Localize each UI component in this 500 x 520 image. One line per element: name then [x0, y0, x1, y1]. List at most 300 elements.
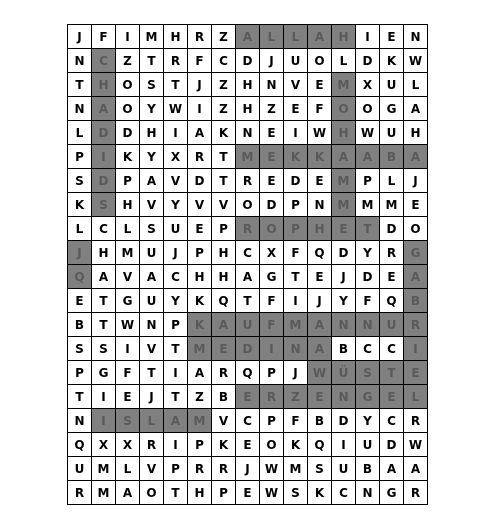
grid-cell[interactable]: Y [140, 145, 164, 169]
grid-cell[interactable]: M [188, 409, 212, 433]
grid-cell[interactable]: E [188, 217, 212, 241]
grid-cell[interactable]: D [332, 409, 356, 433]
grid-cell[interactable]: G [380, 481, 404, 505]
grid-cell[interactable]: Q [68, 433, 92, 457]
grid-cell[interactable]: L [116, 457, 140, 481]
grid-cell[interactable]: A [308, 313, 332, 337]
grid-cell[interactable]: Q [308, 433, 332, 457]
grid-cell[interactable]: P [188, 241, 212, 265]
grid-cell[interactable]: E [380, 385, 404, 409]
grid-cell[interactable]: U [380, 313, 404, 337]
grid-cell[interactable]: H [188, 265, 212, 289]
grid-cell[interactable]: D [236, 49, 260, 73]
grid-cell[interactable]: O [260, 433, 284, 457]
grid-cell[interactable]: D [380, 217, 404, 241]
grid-cell[interactable]: Z [212, 73, 236, 97]
grid-cell[interactable]: L [260, 25, 284, 49]
grid-cell[interactable]: X [164, 145, 188, 169]
grid-cell[interactable]: A [92, 265, 116, 289]
grid-cell[interactable]: I [92, 385, 116, 409]
grid-cell[interactable]: H [332, 25, 356, 49]
grid-cell[interactable]: L [68, 121, 92, 145]
grid-cell[interactable]: A [404, 457, 428, 481]
grid-cell[interactable]: L [68, 217, 92, 241]
grid-cell[interactable]: J [68, 241, 92, 265]
grid-cell[interactable]: O [332, 97, 356, 121]
grid-cell[interactable]: E [308, 73, 332, 97]
grid-cell[interactable]: M [380, 193, 404, 217]
grid-cell[interactable]: D [356, 49, 380, 73]
grid-cell[interactable]: F [284, 241, 308, 265]
grid-cell[interactable]: N [332, 313, 356, 337]
grid-cell[interactable]: A [92, 97, 116, 121]
grid-cell[interactable]: G [404, 241, 428, 265]
grid-cell[interactable]: L [332, 49, 356, 73]
grid-cell[interactable]: M [188, 337, 212, 361]
grid-cell[interactable]: O [356, 97, 380, 121]
grid-cell[interactable]: K [68, 193, 92, 217]
grid-cell[interactable]: N [356, 313, 380, 337]
grid-cell[interactable]: C [164, 265, 188, 289]
grid-cell[interactable]: N [68, 409, 92, 433]
grid-cell[interactable]: P [188, 433, 212, 457]
grid-cell[interactable]: V [140, 457, 164, 481]
grid-cell[interactable]: W [404, 49, 428, 73]
grid-cell[interactable]: E [236, 433, 260, 457]
grid-cell[interactable]: O [308, 49, 332, 73]
grid-cell[interactable]: Q [380, 289, 404, 313]
grid-cell[interactable]: V [212, 409, 236, 433]
grid-cell[interactable]: R [188, 457, 212, 481]
grid-cell[interactable]: O [116, 73, 140, 97]
grid-cell[interactable]: J [188, 73, 212, 97]
grid-cell[interactable]: K [188, 313, 212, 337]
grid-cell[interactable]: Q [68, 265, 92, 289]
grid-cell[interactable]: T [164, 73, 188, 97]
grid-cell[interactable]: J [308, 289, 332, 313]
grid-cell[interactable]: L [140, 409, 164, 433]
grid-cell[interactable]: M [332, 169, 356, 193]
grid-cell[interactable]: I [92, 145, 116, 169]
grid-cell[interactable]: Y [356, 409, 380, 433]
grid-cell[interactable]: P [260, 409, 284, 433]
grid-cell[interactable]: F [284, 409, 308, 433]
grid-cell[interactable]: A [308, 25, 332, 49]
grid-cell[interactable]: W [356, 121, 380, 145]
grid-cell[interactable]: C [380, 409, 404, 433]
grid-cell[interactable]: S [92, 193, 116, 217]
grid-cell[interactable]: D [236, 337, 260, 361]
grid-cell[interactable]: D [188, 169, 212, 193]
grid-cell[interactable]: H [92, 73, 116, 97]
grid-cell[interactable]: C [92, 217, 116, 241]
grid-cell[interactable]: N [308, 193, 332, 217]
grid-cell[interactable]: E [308, 385, 332, 409]
grid-cell[interactable]: U [284, 49, 308, 73]
grid-cell[interactable]: W [308, 121, 332, 145]
grid-cell[interactable]: J [404, 169, 428, 193]
grid-cell[interactable]: M [140, 25, 164, 49]
grid-cell[interactable]: F [92, 25, 116, 49]
grid-cell[interactable]: F [308, 97, 332, 121]
grid-cell[interactable]: I [356, 25, 380, 49]
grid-cell[interactable]: A [404, 145, 428, 169]
grid-cell[interactable]: U [356, 433, 380, 457]
grid-cell[interactable]: W [260, 481, 284, 505]
grid-cell[interactable]: K [116, 145, 140, 169]
grid-cell[interactable]: U [380, 121, 404, 145]
grid-cell[interactable]: R [236, 169, 260, 193]
grid-cell[interactable]: T [140, 361, 164, 385]
grid-cell[interactable]: E [404, 193, 428, 217]
grid-cell[interactable]: P [284, 193, 308, 217]
grid-cell[interactable]: L [380, 169, 404, 193]
grid-cell[interactable]: G [356, 385, 380, 409]
grid-cell[interactable]: M [332, 73, 356, 97]
grid-cell[interactable]: E [236, 385, 260, 409]
grid-cell[interactable]: R [188, 25, 212, 49]
grid-cell[interactable]: I [284, 121, 308, 145]
grid-cell[interactable]: R [260, 385, 284, 409]
grid-cell[interactable]: E [284, 97, 308, 121]
grid-cell[interactable]: A [356, 145, 380, 169]
grid-cell[interactable]: J [164, 241, 188, 265]
grid-cell[interactable]: I [92, 409, 116, 433]
grid-cell[interactable]: R [164, 49, 188, 73]
grid-cell[interactable]: I [164, 433, 188, 457]
grid-cell[interactable]: D [380, 433, 404, 457]
grid-cell[interactable]: Z [260, 97, 284, 121]
grid-cell[interactable]: A [404, 265, 428, 289]
grid-cell[interactable]: M [116, 241, 140, 265]
grid-cell[interactable]: E [260, 121, 284, 145]
grid-cell[interactable]: Z [212, 25, 236, 49]
grid-cell[interactable]: D [92, 169, 116, 193]
grid-cell[interactable]: A [140, 265, 164, 289]
grid-cell[interactable]: X [356, 73, 380, 97]
grid-cell[interactable]: V [140, 193, 164, 217]
grid-cell[interactable]: D [260, 193, 284, 217]
grid-cell[interactable]: V [116, 265, 140, 289]
grid-cell[interactable]: R [404, 313, 428, 337]
grid-cell[interactable]: S [140, 217, 164, 241]
grid-cell[interactable]: M [236, 145, 260, 169]
grid-cell[interactable]: G [260, 265, 284, 289]
grid-cell[interactable]: R [188, 145, 212, 169]
grid-cell[interactable]: E [68, 289, 92, 313]
grid-cell[interactable]: K [308, 145, 332, 169]
grid-cell[interactable]: N [140, 313, 164, 337]
grid-cell[interactable]: R [236, 217, 260, 241]
grid-cell[interactable]: Z [284, 385, 308, 409]
grid-cell[interactable]: P [260, 361, 284, 385]
grid-cell[interactable]: G [116, 289, 140, 313]
grid-cell[interactable]: S [116, 409, 140, 433]
grid-cell[interactable]: P [212, 481, 236, 505]
grid-cell[interactable]: T [164, 481, 188, 505]
grid-cell[interactable]: J [284, 361, 308, 385]
grid-cell[interactable]: L [116, 217, 140, 241]
grid-cell[interactable]: S [284, 481, 308, 505]
grid-cell[interactable]: E [404, 361, 428, 385]
grid-cell[interactable]: U [332, 457, 356, 481]
grid-cell[interactable]: T [92, 313, 116, 337]
grid-cell[interactable]: J [332, 265, 356, 289]
grid-cell[interactable]: Q [212, 289, 236, 313]
grid-cell[interactable]: X [116, 433, 140, 457]
grid-cell[interactable]: U [380, 73, 404, 97]
grid-cell[interactable]: A [380, 457, 404, 481]
grid-cell[interactable]: B [332, 337, 356, 361]
grid-cell[interactable]: Z [188, 385, 212, 409]
grid-cell[interactable]: N [356, 481, 380, 505]
grid-cell[interactable]: M [332, 193, 356, 217]
grid-cell[interactable]: Q [236, 361, 260, 385]
grid-cell[interactable]: T [164, 385, 188, 409]
grid-cell[interactable]: J [236, 457, 260, 481]
grid-cell[interactable]: U [140, 289, 164, 313]
grid-cell[interactable]: H [164, 25, 188, 49]
grid-cell[interactable]: P [68, 361, 92, 385]
grid-cell[interactable]: E [380, 265, 404, 289]
grid-cell[interactable]: S [356, 361, 380, 385]
grid-cell[interactable]: C [92, 49, 116, 73]
grid-cell[interactable]: H [308, 217, 332, 241]
grid-cell[interactable]: C [236, 241, 260, 265]
grid-cell[interactable]: F [260, 289, 284, 313]
grid-cell[interactable]: N [404, 25, 428, 49]
grid-cell[interactable]: C [380, 337, 404, 361]
grid-cell[interactable]: P [164, 313, 188, 337]
grid-cell[interactable]: O [236, 193, 260, 217]
grid-cell[interactable]: Z [212, 97, 236, 121]
grid-cell[interactable]: H [236, 73, 260, 97]
grid-cell[interactable]: P [284, 217, 308, 241]
grid-cell[interactable]: U [236, 313, 260, 337]
grid-cell[interactable]: V [140, 337, 164, 361]
grid-cell[interactable]: Z [116, 49, 140, 73]
grid-cell[interactable]: H [212, 241, 236, 265]
grid-cell[interactable]: B [380, 145, 404, 169]
grid-cell[interactable]: Y [356, 241, 380, 265]
grid-cell[interactable]: F [116, 361, 140, 385]
grid-cell[interactable]: A [212, 313, 236, 337]
grid-cell[interactable]: D [332, 241, 356, 265]
grid-cell[interactable]: B [404, 289, 428, 313]
grid-cell[interactable]: T [92, 289, 116, 313]
grid-cell[interactable]: H [188, 481, 212, 505]
grid-cell[interactable]: D [116, 121, 140, 145]
grid-cell[interactable]: N [68, 97, 92, 121]
grid-cell[interactable]: N [284, 337, 308, 361]
grid-cell[interactable]: T [212, 145, 236, 169]
grid-cell[interactable]: B [68, 313, 92, 337]
grid-cell[interactable]: L [284, 25, 308, 49]
grid-cell[interactable]: B [212, 385, 236, 409]
grid-cell[interactable]: E [332, 217, 356, 241]
grid-cell[interactable]: T [356, 217, 380, 241]
grid-cell[interactable]: M [284, 313, 308, 337]
grid-cell[interactable]: H [332, 121, 356, 145]
grid-cell[interactable]: R [212, 361, 236, 385]
grid-cell[interactable]: S [308, 457, 332, 481]
grid-cell[interactable]: Y [140, 97, 164, 121]
grid-cell[interactable]: L [404, 73, 428, 97]
grid-cell[interactable]: K [380, 49, 404, 73]
grid-cell[interactable]: M [356, 193, 380, 217]
grid-cell[interactable]: F [260, 313, 284, 337]
grid-cell[interactable]: D [356, 265, 380, 289]
grid-cell[interactable]: O [140, 481, 164, 505]
grid-cell[interactable]: A [164, 409, 188, 433]
grid-cell[interactable]: N [332, 385, 356, 409]
grid-cell[interactable]: M [284, 457, 308, 481]
grid-cell[interactable]: H [140, 121, 164, 145]
grid-cell[interactable]: F [356, 289, 380, 313]
grid-cell[interactable]: T [164, 337, 188, 361]
grid-cell[interactable]: Q [308, 241, 332, 265]
grid-cell[interactable]: E [116, 385, 140, 409]
grid-cell[interactable]: A [404, 97, 428, 121]
grid-cell[interactable]: R [404, 481, 428, 505]
grid-cell[interactable]: U [164, 217, 188, 241]
grid-cell[interactable]: P [68, 145, 92, 169]
grid-cell[interactable]: K [284, 145, 308, 169]
grid-cell[interactable]: K [188, 289, 212, 313]
grid-cell[interactable]: V [212, 193, 236, 217]
grid-cell[interactable]: H [92, 241, 116, 265]
grid-cell[interactable]: A [188, 121, 212, 145]
grid-cell[interactable]: N [260, 73, 284, 97]
grid-cell[interactable]: T [140, 49, 164, 73]
grid-cell[interactable]: S [140, 73, 164, 97]
grid-cell[interactable]: P [116, 169, 140, 193]
grid-cell[interactable]: H [404, 121, 428, 145]
grid-cell[interactable]: I [260, 337, 284, 361]
grid-cell[interactable]: U [68, 457, 92, 481]
grid-cell[interactable]: Ü [332, 361, 356, 385]
grid-cell[interactable]: A [236, 25, 260, 49]
grid-cell[interactable]: E [236, 481, 260, 505]
grid-cell[interactable]: O [404, 217, 428, 241]
grid-cell[interactable]: B [308, 409, 332, 433]
grid-cell[interactable]: B [356, 457, 380, 481]
grid-cell[interactable]: G [92, 361, 116, 385]
grid-cell[interactable]: I [332, 433, 356, 457]
grid-cell[interactable]: Y [164, 193, 188, 217]
grid-cell[interactable]: E [380, 25, 404, 49]
grid-cell[interactable]: F [188, 49, 212, 73]
grid-cell[interactable]: E [260, 169, 284, 193]
grid-cell[interactable]: I [116, 25, 140, 49]
grid-cell[interactable]: A [116, 481, 140, 505]
grid-cell[interactable]: A [140, 169, 164, 193]
grid-cell[interactable]: A [308, 337, 332, 361]
grid-cell[interactable]: J [68, 25, 92, 49]
grid-cell[interactable]: I [164, 121, 188, 145]
grid-cell[interactable]: E [308, 169, 332, 193]
grid-cell[interactable]: R [68, 481, 92, 505]
grid-cell[interactable]: S [68, 337, 92, 361]
grid-cell[interactable]: E [308, 265, 332, 289]
grid-cell[interactable]: W [404, 433, 428, 457]
grid-cell[interactable]: P [164, 457, 188, 481]
grid-cell[interactable]: I [164, 361, 188, 385]
grid-cell[interactable]: H [236, 97, 260, 121]
grid-cell[interactable]: O [260, 217, 284, 241]
grid-cell[interactable]: Y [332, 289, 356, 313]
grid-cell[interactable]: P [356, 169, 380, 193]
grid-cell[interactable]: E [260, 145, 284, 169]
grid-cell[interactable]: C [236, 409, 260, 433]
grid-cell[interactable]: T [212, 169, 236, 193]
grid-cell[interactable]: O [116, 97, 140, 121]
grid-cell[interactable]: J [140, 385, 164, 409]
grid-cell[interactable]: W [116, 313, 140, 337]
grid-cell[interactable]: I [116, 337, 140, 361]
grid-cell[interactable]: X [260, 241, 284, 265]
grid-cell[interactable]: Y [164, 289, 188, 313]
grid-cell[interactable]: H [116, 193, 140, 217]
grid-cell[interactable]: N [68, 49, 92, 73]
grid-cell[interactable]: A [332, 145, 356, 169]
grid-cell[interactable]: J [260, 49, 284, 73]
grid-cell[interactable]: V [164, 169, 188, 193]
grid-cell[interactable]: A [188, 361, 212, 385]
grid-cell[interactable]: K [308, 481, 332, 505]
grid-cell[interactable]: M [92, 457, 116, 481]
grid-cell[interactable]: M [92, 481, 116, 505]
grid-cell[interactable]: D [92, 121, 116, 145]
grid-cell[interactable]: T [236, 289, 260, 313]
grid-cell[interactable]: E [212, 337, 236, 361]
grid-cell[interactable]: S [68, 169, 92, 193]
grid-cell[interactable]: L [404, 385, 428, 409]
grid-cell[interactable]: C [356, 337, 380, 361]
grid-cell[interactable]: P [212, 217, 236, 241]
grid-cell[interactable]: G [380, 97, 404, 121]
grid-cell[interactable]: I [284, 289, 308, 313]
grid-cell[interactable]: R [140, 433, 164, 457]
grid-cell[interactable]: X [92, 433, 116, 457]
grid-cell[interactable]: N [236, 121, 260, 145]
grid-cell[interactable]: V [188, 193, 212, 217]
grid-cell[interactable]: C [332, 481, 356, 505]
grid-cell[interactable]: K [284, 433, 308, 457]
grid-cell[interactable]: C [212, 49, 236, 73]
grid-cell[interactable]: W [260, 457, 284, 481]
grid-cell[interactable]: T [68, 73, 92, 97]
grid-cell[interactable]: R [380, 241, 404, 265]
grid-cell[interactable]: W [164, 97, 188, 121]
grid-cell[interactable]: A [236, 265, 260, 289]
grid-cell[interactable]: H [212, 265, 236, 289]
grid-cell[interactable]: R [212, 457, 236, 481]
grid-cell[interactable]: W [308, 361, 332, 385]
grid-cell[interactable]: T [284, 265, 308, 289]
grid-cell[interactable]: T [380, 361, 404, 385]
grid-cell[interactable]: V [284, 73, 308, 97]
grid-cell[interactable]: I [404, 337, 428, 361]
grid-cell[interactable]: R [404, 409, 428, 433]
grid-cell[interactable]: K [212, 121, 236, 145]
grid-cell[interactable]: I [188, 97, 212, 121]
grid-cell[interactable]: T [68, 385, 92, 409]
grid-cell[interactable]: S [92, 337, 116, 361]
grid-cell[interactable]: D [284, 169, 308, 193]
grid-cell[interactable]: U [140, 241, 164, 265]
grid-cell[interactable]: K [212, 433, 236, 457]
